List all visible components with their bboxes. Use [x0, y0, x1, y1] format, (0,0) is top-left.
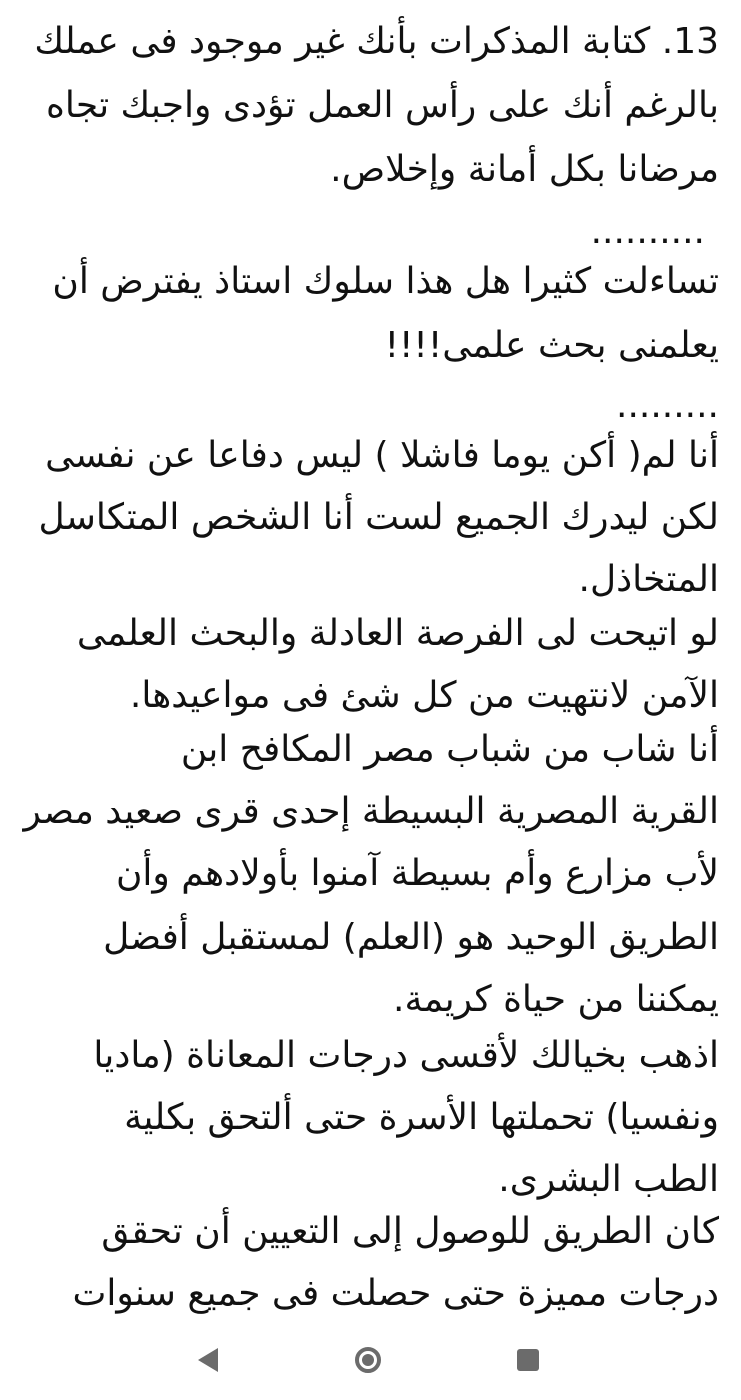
text-line: لكن ليدرك الجميع لست أنا الشخص المتكاسل	[38, 497, 719, 538]
text-line: الآمن لانتهيت من كل شئ فى مواعيدها.	[129, 675, 719, 716]
recents-square-icon	[517, 1349, 539, 1371]
text-line: .........	[616, 385, 719, 426]
text-line: يعلمنى بحث علمى!!!!	[384, 325, 719, 366]
text-line: الطريق الوحيد هو (العلم) لمستقبل أفضل	[103, 917, 719, 958]
text-line: مرضانا بكل أمانة وإخلاص.	[330, 149, 719, 190]
text-line: بالرغم أنك على رأس العمل تؤدى واجبك تجاه	[46, 85, 719, 126]
text-line: يمكننا من حياة كريمة.	[393, 979, 719, 1020]
text-line: لأب مزارع وأم بسيطة آمنوا بأولادهم وأن	[115, 853, 719, 894]
text-line: اذهب بخيالك لأقسى درجات المعاناة (ماديا	[93, 1035, 719, 1076]
text-line: الطب البشرى.	[498, 1159, 719, 1200]
home-button[interactable]	[346, 1338, 390, 1382]
text-line: أنا لم( أكن يوما فاشلا ) ليس دفاعا عن نفسى	[45, 435, 719, 476]
text-line: ..........	[590, 211, 705, 252]
text-line: القرية المصرية البسيطة إحدى قرى صعيد مصر	[23, 791, 719, 832]
system-navigation-bar	[0, 1320, 741, 1400]
recents-button[interactable]	[506, 1338, 550, 1382]
home-circle-icon	[355, 1347, 381, 1373]
back-triangle-icon	[198, 1348, 218, 1372]
text-line: ونفسيا) تحملتها الأسرة حتى ألتحق بكلية	[124, 1097, 719, 1138]
text-line: كان الطريق للوصول إلى التعيين أن تحقق	[101, 1211, 719, 1252]
text-line: لو اتيحت لى الفرصة العادلة والبحث العلمى	[76, 613, 719, 654]
text-line: 13. كتابة المذكرات بأنك غير موجود فى عملك	[34, 21, 719, 62]
text-line: تساءلت كثيرا هل هذا سلوك استاذ يفترض أن	[52, 261, 719, 302]
text-line: المتخاذل.	[578, 559, 719, 600]
text-line: درجات مميزة حتى حصلت فى جميع سنوات	[72, 1273, 719, 1314]
text-line: أنا شاب من شباب مصر المكافح ابن	[180, 729, 719, 770]
back-button[interactable]	[186, 1338, 230, 1382]
